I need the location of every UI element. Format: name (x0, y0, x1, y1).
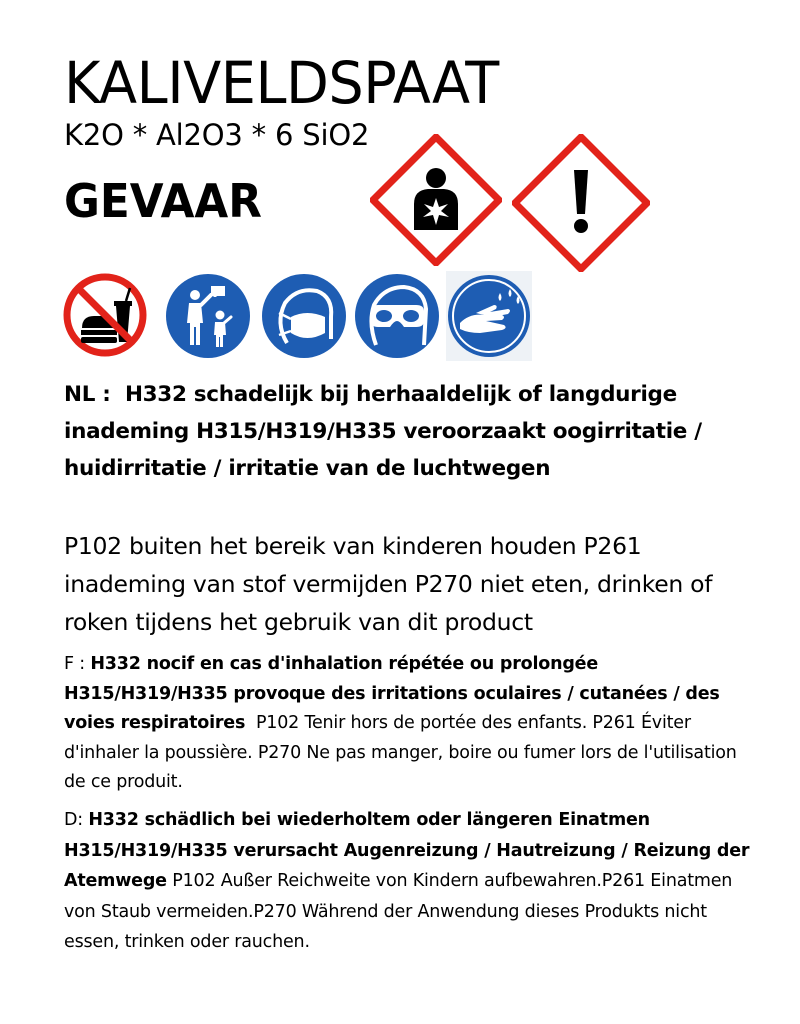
wear-goggles-icon (354, 273, 440, 359)
keep-away-from-children-icon (165, 273, 251, 359)
precaution-text-nl: P102 buiten het bereik van kinderen houden P261 inademing van stof vermijden P270 niet eten, drinken of roken tijdens het gebruik van dit product (64, 532, 713, 636)
no-eating-drinking-icon (60, 270, 150, 360)
statements-de (64, 805, 750, 958)
exclamation-mark-icon (512, 134, 650, 272)
hazard-statements-nl (64, 376, 750, 487)
hazard-text-fr: H332 nocif en cas d'inhalation répétée ou prolongée H315/H319/H335 provoque des irritations oculaires / cutanées / des voies respiratoires (64, 654, 720, 733)
precaution-text-de: P102 Außer Reichweite von Kindern aufbewahren.P261 Einatmen von Staub vermeiden.P270 Während der Anwendung dieses Produkts nicht essen, trinken oder rauchen. (64, 871, 733, 952)
precaution-text-fr: P102 Tenir hors de portée des enfants. P261 Éviter d'inhaler la poussière. P270 Ne pas manger, boire ou fumer lors de l'utilisation de ce produit. (64, 713, 737, 792)
language-label-nl: NL : (64, 382, 111, 407)
hazard-text-de: H332 schädlich bei wiederholtem oder längeren Einatmen H315/H319/H335 verursacht Augenreizung / Hautreizung / Reizung der Atemwege (64, 810, 750, 891)
wear-dust-mask-icon (261, 273, 347, 359)
hazard-text-nl: H332 schadelijk bij herhaaldelijk of langdurige inademing H315/H319/H335 veroorzaakt oogirritatie / huidirritatie / irritatie van de luchtwegen (64, 382, 702, 481)
health-hazard-icon (370, 134, 502, 266)
product-name: KALIVELDSPAAT (64, 49, 499, 117)
statements-fr (64, 650, 750, 798)
wash-hands-icon (446, 271, 532, 361)
language-label-fr: F : (64, 654, 85, 674)
chemical-formula: K2O * Al2O3 * 6 SiO2 (64, 118, 370, 152)
signal-word: GEVAAR (64, 174, 262, 228)
language-label-de: D: (64, 810, 83, 830)
